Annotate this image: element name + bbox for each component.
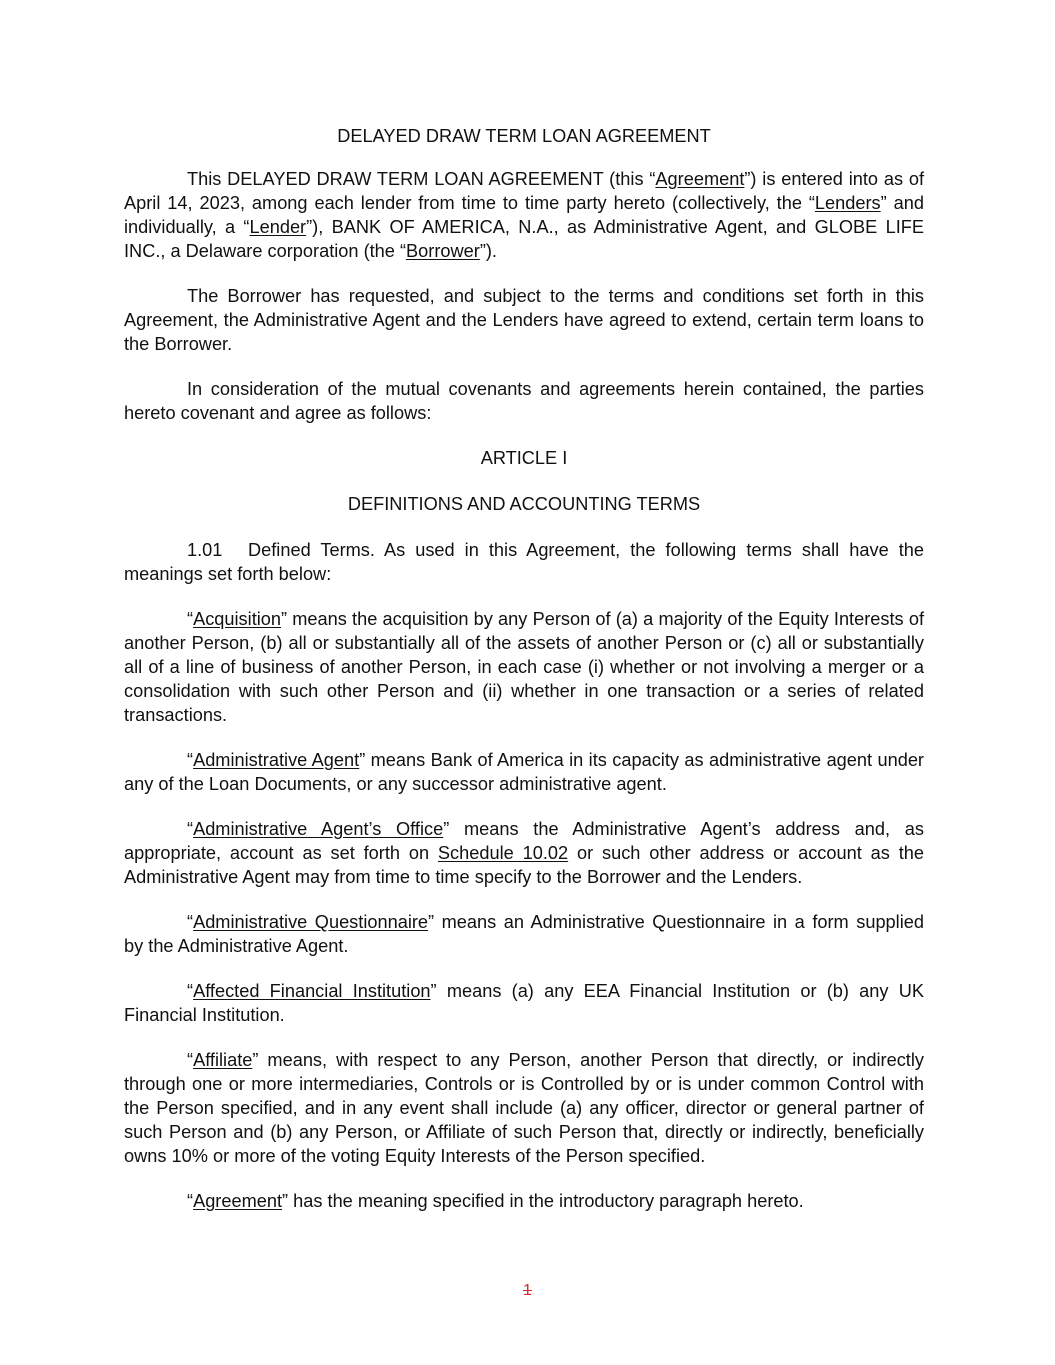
definition-acquisition: “Acquisition” means the acquisition by any Person of (a) a majority of the Equity Interests of another Person, (b) all or substantially all of the assets of another Person or (c) all or substantially all of a line of business of another Person, in each case (i) whether or not involving a merger or a consolidation with such other Person and (ii) whether in one transaction or a series of related transactions. [124, 609, 924, 725]
page-number: 1 [523, 1282, 532, 1299]
section-heading: Defined Terms. [248, 540, 375, 560]
section-number: 1.01 [187, 540, 223, 560]
definition-administrative-agent: “Administrative Agent” means Bank of America in its capacity as administrative agent under any of the Loan Documents, or any successor administrative agent. [124, 750, 924, 794]
consideration-paragraph: In consideration of the mutual covenants and agreements herein contained, the parties hereto covenant and agree as follows: [124, 379, 924, 423]
defined-term: Agreement [193, 1191, 283, 1211]
defined-term: Affected Financial Institution [193, 981, 431, 1001]
definition-agreement: “Agreement” has the meaning specified in the introductory paragraph hereto. [187, 1191, 804, 1211]
definition-administrative-agents-office: “Administrative Agent’s Office” means the Administrative Agent’s address and, as appropriate, account as set forth on Schedule 10.02 or such other address or account as the Administrative Agent may from time to time specify to the Borrower and the Lenders. [124, 819, 925, 887]
article-title: DEFINITIONS AND ACCOUNTING TERMS [347, 494, 701, 514]
definition-affiliate: “Affiliate” means, with respect to any Person, another Person that directly, or indirectly through one or more intermediaries, Controls or is Controlled by or is under common Control with the Person specified, and in any event shall include (a) any officer, director or general partner of such Person and (b) any Person, or Affiliate of such Person that, directly or indirectly, beneficially owns 10% or more of the voting Equity Interests of the Person specified. [124, 1050, 924, 1166]
schedule-reference: Schedule 10.02 [437, 843, 569, 863]
definition-administrative-questionnaire: “Administrative Questionnaire” means an Administrative Questionnaire in a form supplied by the Administrative Agent. [124, 912, 924, 956]
term-lender: Lender [249, 217, 307, 237]
defined-term: Acquisition [193, 609, 282, 629]
term-borrower: Borrower [406, 241, 480, 261]
defined-term: Administrative Agent’s Office [193, 819, 444, 839]
intro-paragraph: This DELAYED DRAW TERM LOAN AGREEMENT (this “Agreement”) is entered into as of April 14, 2023, among each lender from time to time party hereto (collectively, the “Lenders” and individually, a “Lender”), BANK OF AMERICA, N.A., as Administrative Agent, and GLOBE LIFE INC., a Delaware corporation (the “Borrower”). [124, 169, 924, 261]
article-heading: ARTICLE I [480, 448, 568, 468]
term-lenders: Lenders [814, 193, 881, 213]
defined-term: Affiliate [193, 1050, 253, 1070]
document-title: DELAYED DRAW TERM LOAN AGREEMENT [337, 126, 711, 146]
defined-term: Administrative Questionnaire [193, 912, 429, 932]
term-agreement: Agreement [655, 169, 745, 189]
section-1-01: 1.01 Defined Terms. As used in this Agreement, the following terms shall have the meanings set forth below: [124, 540, 924, 584]
document-page [124, 124, 924, 1234]
recital-paragraph: The Borrower has requested, and subject to the terms and conditions set forth in this Agreement, the Administrative Agent and the Lenders have agreed to extend, certain term loans to the Borrower. [124, 286, 924, 354]
defined-term: Administrative Agent [193, 750, 360, 770]
definition-affected-financial-institution: “Affected Financial Institution” means (a) any EEA Financial Institution or (b) any UK Financial Institution. [124, 981, 924, 1025]
